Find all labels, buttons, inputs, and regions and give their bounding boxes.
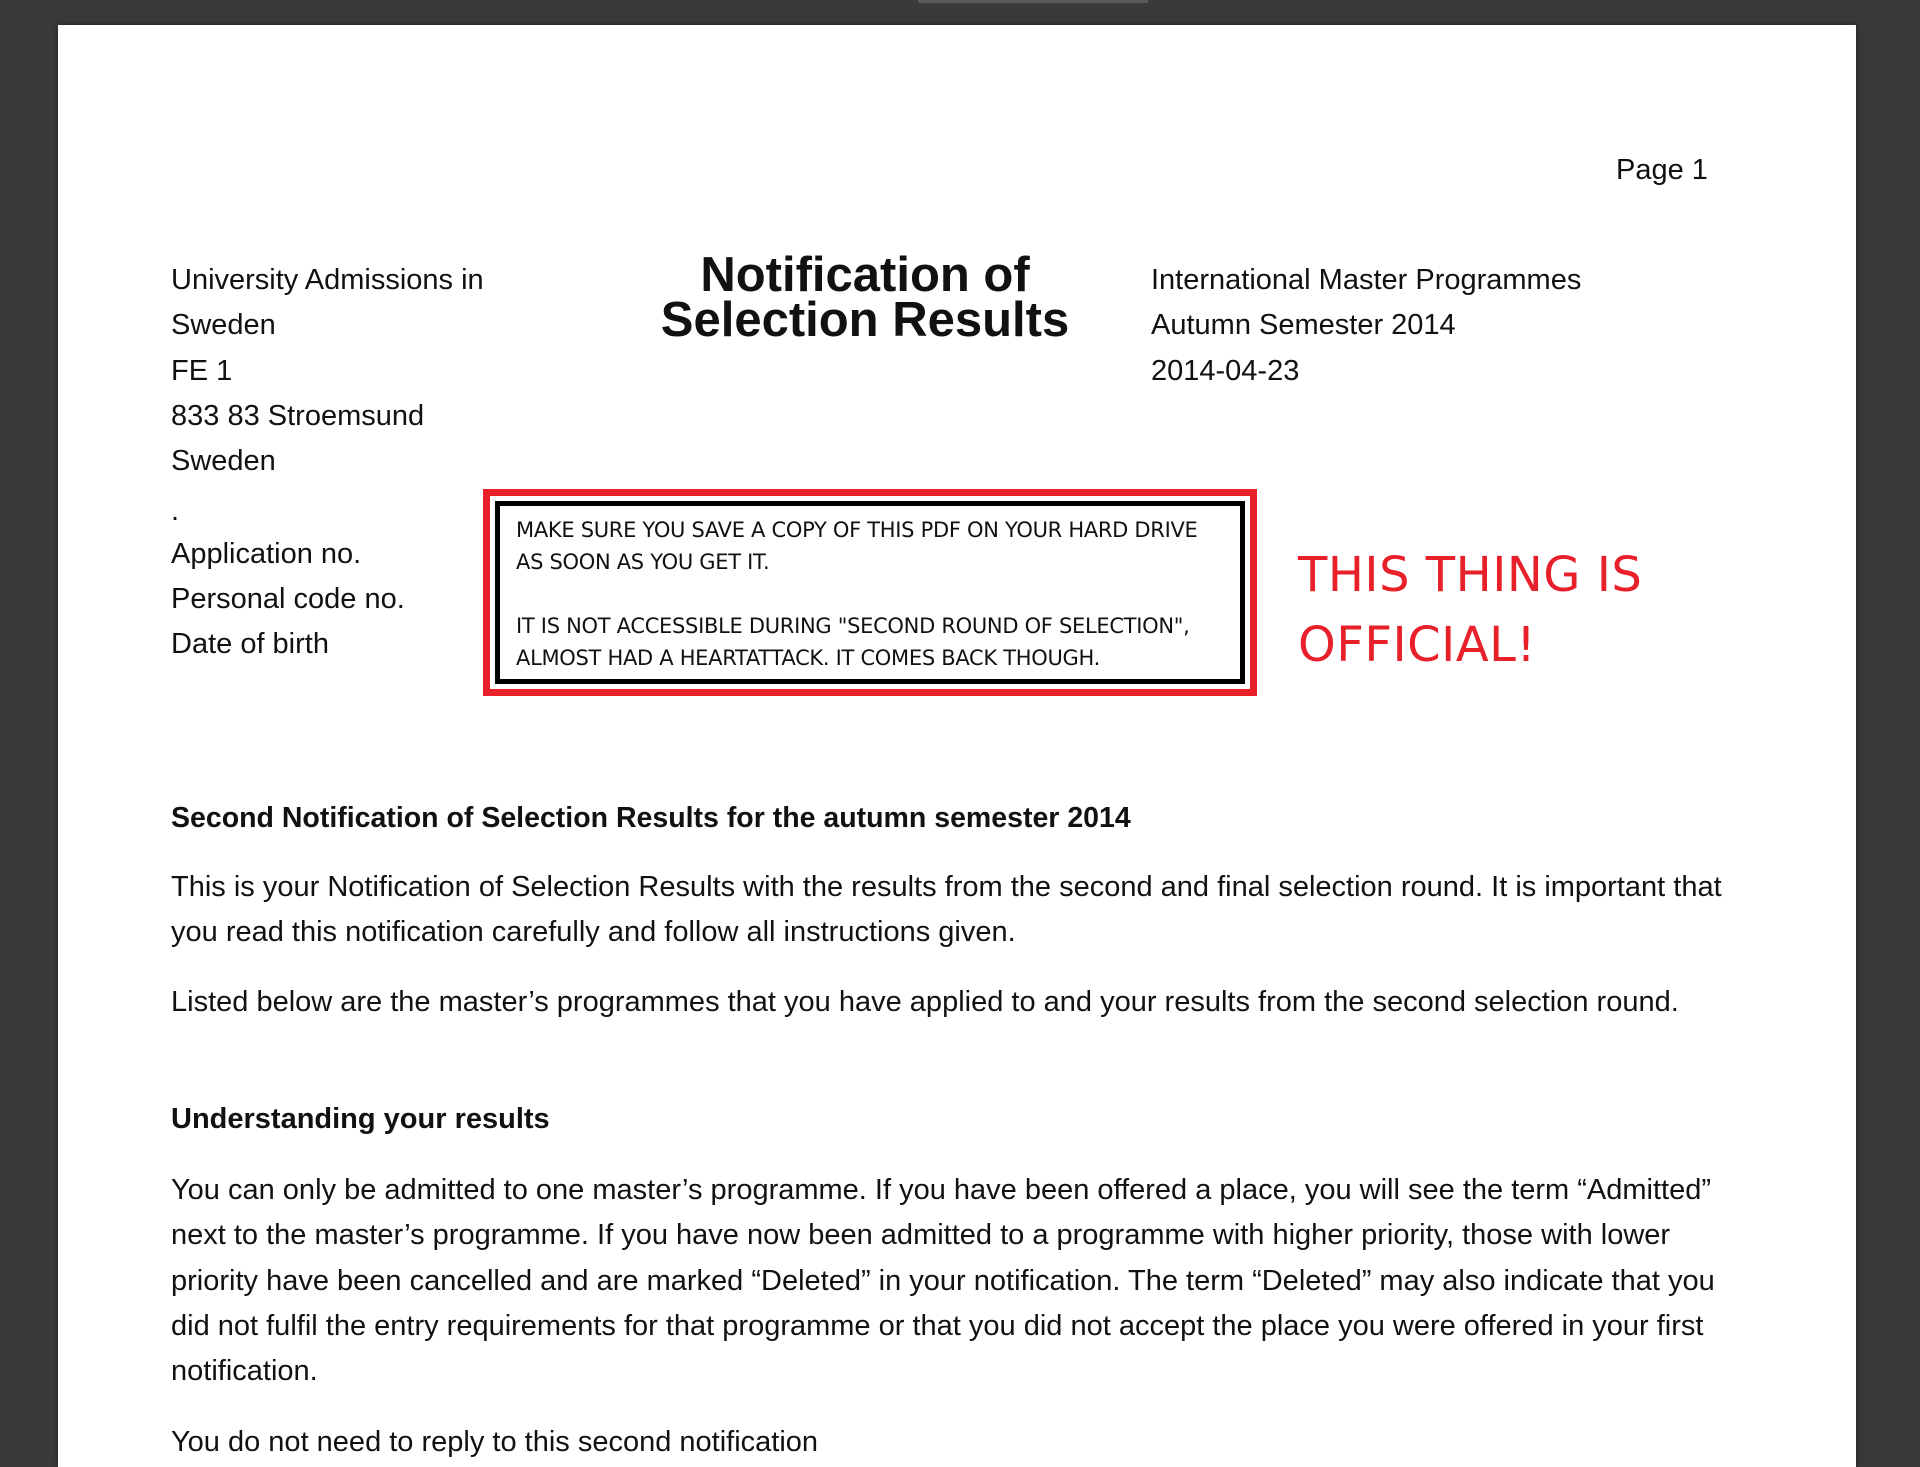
title-line: Selection Results [660,293,1070,347]
personal-code-label: Personal code no. [171,583,405,615]
address-line: Sweden [171,445,276,478]
address-line: Sweden [171,309,276,342]
document-date: 2014-04-23 [1151,354,1300,387]
understanding-paragraph: You can only be admitted to one master’s programme. If you have been offered a place, you will see the term “Admitted” next to the master’s programme. If you have now been admitted to a programme with higher priority, those with lower priority have been cancelled and are marked “Deleted” in your notification. The term “Deleted” may also indicate that you did not fulfil the entry requirements for that programme or that you did not accept the place you were offered in your first notification. [171,1174,1715,1388]
programme-info-line: International Master Programmes [1151,264,1582,296]
separator-dot: . [171,495,180,527]
programme-info-line: Autumn Semester 2014 [1151,309,1456,342]
annotation-box [483,489,1257,696]
application-no-label: Application no. [171,538,362,570]
understanding-heading: Understanding your results [171,1103,550,1135]
official-line: THIS THING IS [1298,547,1643,603]
no-reply-paragraph: You do not need to reply to this second notification [171,1426,819,1458]
official-line: OFFICIAL! [1298,617,1537,673]
viewer-top-tab [918,0,1148,3]
document-title [640,248,1090,347]
application-labels [171,532,405,667]
intro-paragraph: This is your Notification of Selection Results with the results from the second and final selection round. It is important that you read this notification carefully and follow all instructions given. [171,871,1722,949]
address-line: University Admissions in [171,264,484,296]
address-line: 833 83 Stroemsund [171,399,425,432]
page-number: Page 1 [1616,154,1708,186]
annotation-paragraph: MAKE SURE YOU SAVE A COPY OF THIS PDF ON YOUR HARD DRIVE AS SOON AS YOU GET IT. [516,518,1198,574]
annotation-paragraph: IT IS NOT ACCESSIBLE DURING "SECOND ROUND OF SELECTION", ALMOST HAD A HEARTATTACK. IT COMES BACK THOUGH. [516,614,1190,670]
listed-paragraph: Listed below are the master’s programmes that you have applied to and your results from the second selection round. [171,986,1679,1018]
official-annotation [1298,540,1642,680]
programme-info [1151,258,1581,394]
address-line: FE 1 [171,354,233,387]
title-line: Notification of [700,248,1030,302]
sender-address [171,258,551,484]
date-of-birth-label: Date of birth [171,628,329,660]
section-heading: Second Notification of Selection Results for the autumn semester 2014 [171,802,1131,834]
annotation-note [495,501,1245,684]
